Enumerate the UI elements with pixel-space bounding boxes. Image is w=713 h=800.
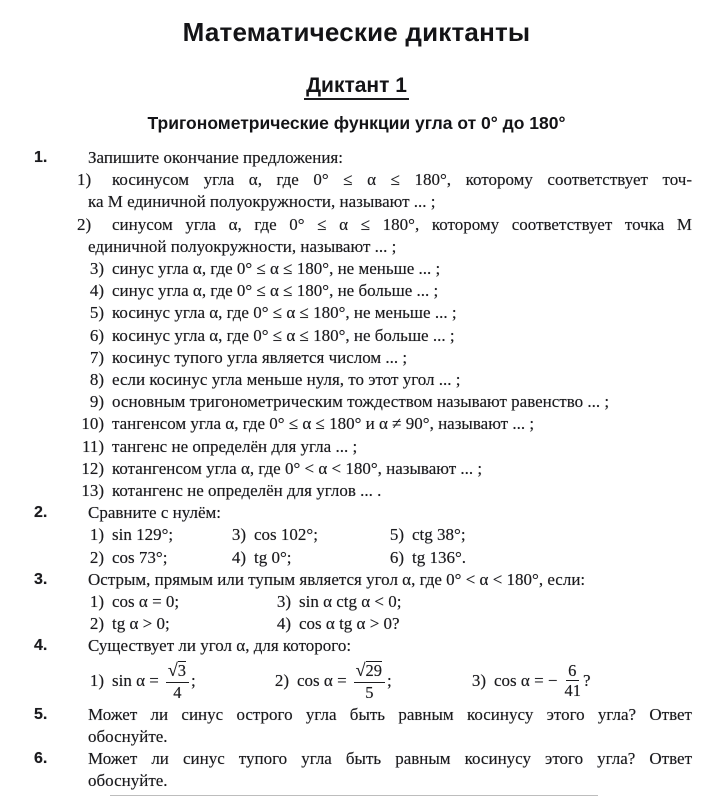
sub-item-12 [81, 458, 692, 480]
formula: cos α tg α > 0? [299, 614, 400, 634]
sub-item-text: синус угла α, где 0° ≤ α ≤ 180°, не меньше ... ; [112, 259, 441, 279]
sub-item-number: 4) [276, 614, 291, 634]
sub-item-number: 5) [89, 303, 104, 323]
sub-item-number: 1) [77, 170, 92, 190]
radicand: 3 [177, 660, 186, 680]
answer-cell [230, 524, 388, 546]
task-6-line-1: Может ли синус тупого угла быть равным косинусу этого угла? Ответ [88, 749, 692, 769]
task-2-body [88, 502, 692, 569]
formula-tail: ; [190, 670, 196, 690]
task-3-intro: Острым, прямым или тупым является угол α, где 0° < α < 180°, если: [88, 569, 586, 589]
formula: sin 129°; [112, 525, 174, 545]
answer-cell [88, 547, 230, 569]
task-5-line-1: Может ли синус острого угла быть равным косинусу этого угла? Ответ [88, 704, 692, 724]
dictant-heading-text: Диктант 1 [304, 74, 409, 100]
sub-item-text: косинусом угла α, где 0° ≤ α ≤ 180°, которому соответствует точ- [112, 170, 692, 190]
sub-item-number: 1) [89, 525, 104, 545]
answer-cell [388, 547, 692, 569]
sub-item-number: 3) [276, 592, 291, 612]
sub-item-text: основным тригонометрическим тождеством называют равенство ... ; [112, 392, 610, 412]
sub-item-number: 11) [81, 436, 104, 456]
task-4 [0, 635, 713, 703]
formula: ctg 38°; [412, 525, 466, 545]
sub-item-number: 6) [389, 547, 404, 567]
sub-item-number: 5) [389, 525, 404, 545]
task-3 [0, 569, 713, 636]
sqrt-icon: √ [355, 659, 366, 680]
answer-cell [88, 613, 275, 635]
task-5-line-2: обоснуйте. [88, 726, 168, 746]
task-list [0, 147, 713, 792]
sub-item-text: косинус тупого угла является числом ... ; [112, 347, 408, 367]
task-1-body [77, 147, 692, 502]
task-5-number: 5. [34, 705, 48, 723]
formula-lhs: cos α = − [494, 670, 558, 690]
sub-item-2-line-1 [77, 214, 692, 236]
task-1-number: 1. [34, 149, 48, 166]
sub-item-11 [81, 436, 692, 458]
formula-tail: ? [583, 670, 591, 690]
sub-item-number: 2) [89, 614, 104, 634]
equation-3 [470, 662, 591, 700]
sub-item-number: 2) [89, 547, 104, 567]
sub-item-text: тангенс не определён для угла ... ; [112, 436, 358, 456]
formula: sin α ctg α < 0; [299, 592, 402, 612]
sub-item-number: 3) [471, 670, 486, 690]
task-2-number: 2. [34, 504, 48, 522]
sub-item-3 [88, 258, 692, 280]
answer-cell [88, 591, 275, 613]
sub-item-1-line-1 [77, 169, 692, 191]
page-title: Математические диктанты [182, 17, 531, 47]
sub-item-6 [88, 325, 692, 347]
task-4-body [88, 635, 692, 703]
radicand: 29 [365, 660, 383, 680]
equation-2 [273, 661, 470, 701]
answer-cell [88, 524, 230, 546]
sub-item-number: 3) [89, 259, 104, 279]
answer-cell [230, 547, 388, 569]
sub-item-13 [81, 480, 692, 502]
sub-item-4 [88, 280, 692, 302]
sub-item-number: 2) [274, 670, 289, 690]
sub-item-10 [81, 413, 692, 435]
task-3-body [88, 569, 692, 636]
task-5 [0, 704, 713, 748]
sub-item-2-line-2: единичной полуокружности, называют ... ; [88, 236, 397, 256]
sub-item-number: 7) [89, 347, 104, 367]
sub-item-number: 3) [231, 525, 246, 545]
sub-item-text: косинус угла α, где 0° ≤ α ≤ 180°, не больше ... ; [112, 325, 455, 345]
formula: cos 102°; [254, 525, 318, 545]
formula-lhs: sin α = [112, 670, 159, 690]
sub-item-text: тангенсом угла α, где 0° ≤ α ≤ 180° и α ≠ 90°, называют ... ; [112, 414, 535, 434]
task-3-grid [88, 591, 692, 635]
answer-cell [388, 524, 692, 546]
fraction-numerator: 6 [566, 662, 579, 681]
task-2-intro: Сравните с нулём: [88, 503, 221, 523]
sub-item-9 [88, 391, 692, 413]
task-6-number: 6. [34, 750, 48, 768]
task-5-body [88, 704, 692, 748]
task-6 [0, 748, 713, 792]
sub-item-5 [88, 302, 692, 324]
sub-item-text: косинус угла α, где 0° ≤ α ≤ 180°, не меньше ... ; [112, 303, 457, 323]
sub-item-number: 1) [89, 670, 104, 690]
formula: tg 0°; [254, 547, 292, 567]
page-bottom-rule [110, 795, 598, 796]
sub-item-number: 2) [77, 214, 92, 234]
sub-item-number: 13) [81, 481, 104, 501]
task-1-intro: Запишите окончание предложения: [88, 148, 343, 167]
dictant-heading [0, 74, 713, 98]
task-6-body [88, 748, 692, 792]
sub-item-number: 4) [231, 547, 246, 567]
sub-item-text: если косинус угла меньше нуля, то этот угол ... ; [112, 370, 461, 390]
fraction [354, 661, 385, 701]
answer-cell [275, 613, 692, 635]
task-2-grid [88, 524, 692, 568]
answer-cell [275, 591, 692, 613]
task-6-line-2: обоснуйте. [88, 771, 168, 791]
sub-item-8 [88, 369, 692, 391]
formula: cos 73°; [112, 547, 168, 567]
sub-item-7 [88, 347, 692, 369]
task-3-number: 3. [34, 570, 48, 588]
formula: cos α = 0; [112, 592, 180, 612]
formula: tg α > 0; [112, 614, 170, 634]
section-title: Тригонометрические функции угла от 0° до 180° [147, 113, 566, 133]
sub-item-text: котангенсом угла α, где 0° < α < 180°, называют ... ; [112, 458, 483, 478]
task-4-equations [88, 658, 692, 704]
formula-tail: ; [387, 670, 392, 690]
fraction [166, 661, 189, 701]
sub-item-text: синус угла α, где 0° ≤ α ≤ 180°, не больше ... ; [112, 281, 439, 301]
equation-1 [88, 661, 273, 701]
fraction-denominator: 5 [365, 682, 374, 702]
task-4-intro: Существует ли угол α, для которого: [88, 636, 352, 656]
sub-item-number: 9) [89, 392, 104, 412]
sub-item-number: 1) [89, 592, 104, 612]
sub-item-text: синусом угла α, где 0° ≤ α ≤ 180°, которому соответствует точка M [112, 214, 692, 234]
fraction-numerator [166, 661, 189, 683]
fraction-numerator [354, 661, 385, 683]
sub-item-1-line-2: ка M единичной полуокружности, называют ... ; [88, 192, 436, 212]
fraction-denominator: 4 [173, 682, 182, 702]
sub-item-number: 8) [89, 370, 104, 390]
formula-lhs: cos α = [297, 670, 347, 690]
task-2 [0, 502, 713, 569]
sqrt-icon: √ [167, 659, 178, 680]
sub-item-number: 4) [89, 281, 104, 301]
fraction [565, 662, 582, 700]
task-1 [0, 147, 713, 502]
sub-item-number: 12) [81, 458, 104, 478]
fraction-denominator: 41 [564, 681, 581, 701]
sub-item-number: 6) [89, 325, 104, 345]
sub-item-number: 10) [81, 414, 104, 434]
sub-item-text: котангенс не определён для углов ... . [112, 481, 382, 501]
formula: tg 136°. [412, 547, 467, 567]
task-4-number: 4. [34, 637, 48, 655]
